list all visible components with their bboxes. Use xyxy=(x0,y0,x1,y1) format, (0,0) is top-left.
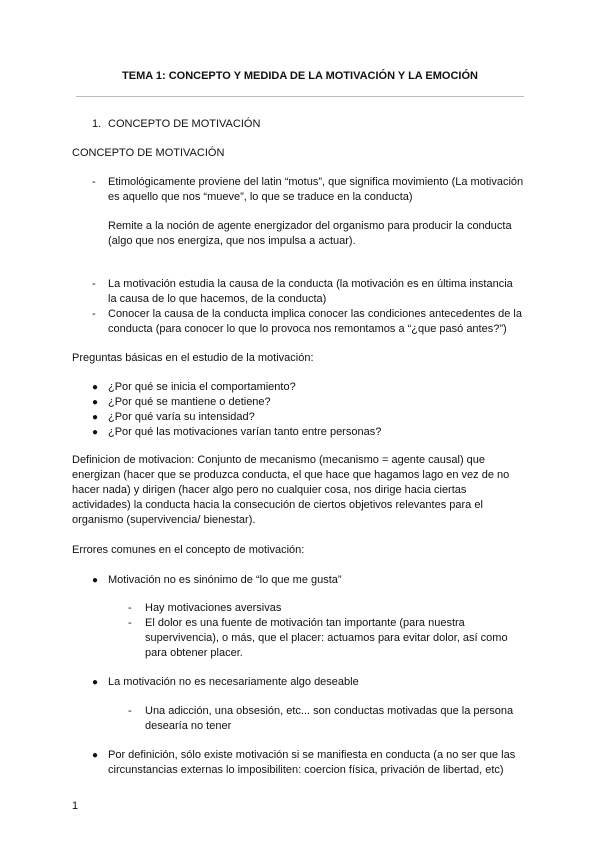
list-item-text: circunstancias externas lo imposibiliten: coercion física, privación de libertad, etc) xyxy=(108,764,504,776)
list-item-text: La motivación no es necesariamente algo deseable xyxy=(108,676,359,688)
paragraph-line: energizan (hacer que se produzca conducta, el que hace que hagamos lago en vez de no xyxy=(72,469,510,481)
list-item-text: Una adicción, una obsesión, etc... son conductas motivadas que la persona xyxy=(145,705,514,717)
list-item-text: Conocer la causa de la conducta implica conocer las condiciones antecedentes de la xyxy=(108,308,522,320)
list-item-text: ¿Por qué se inicia el comportamiento? xyxy=(108,381,296,393)
bullet-icon: ● xyxy=(92,412,99,423)
bullet-icon: ● xyxy=(92,382,99,393)
list-item-text: es aquello que nos “mueve”, lo que se traduce en la conducta) xyxy=(108,191,413,203)
list-dash: - xyxy=(128,705,132,717)
list-item-text: Hay motivaciones aversivas xyxy=(145,602,282,614)
list-item-text: El dolor es una fuente de motivación tan importante (para nuestra xyxy=(145,617,465,629)
title-divider xyxy=(76,96,524,97)
list-item-text: La motivación estudia la causa de la conducta (la motivación es en última instancia xyxy=(108,278,513,290)
list-item-text: Etimológicamente proviene del latin “motus”, que significa movimiento (La motivación xyxy=(108,176,524,188)
list-item-text: desearía no tener xyxy=(145,720,232,732)
document-title: TEMA 1: CONCEPTO Y MEDIDA DE LA MOTIVACIÓN Y LA EMOCIÓN xyxy=(122,70,478,82)
paragraph-line: Errores comunes en el concepto de motivación: xyxy=(72,544,305,556)
paragraph-line: Remite a la noción de agente energizador del organismo para producir la conducta xyxy=(108,220,512,232)
paragraph-line: Preguntas básicas en el estudio de la motivación: xyxy=(72,352,314,364)
section-number: 1. xyxy=(92,118,102,130)
list-item-text: Por definición, sólo existe motivación si se manifiesta en conducta (a no ser que las xyxy=(108,749,516,761)
bullet-icon: ● xyxy=(92,397,99,408)
section-heading: CONCEPTO DE MOTIVACIÓN xyxy=(108,118,261,130)
list-item-text: para obtener placer. xyxy=(145,647,243,659)
page-number: 1 xyxy=(72,800,79,812)
list-item-text: supervivencia), o más, que el placer: actuamos para evitar dolor, así como xyxy=(145,632,508,644)
list-item-text: ¿Por qué se mantiene o detiene? xyxy=(108,396,271,408)
bullet-icon: ● xyxy=(92,750,99,761)
bullet-icon: ● xyxy=(92,677,99,688)
list-dash: - xyxy=(92,278,96,290)
list-item-text: la causa de lo que hacemos, de la conducta) xyxy=(108,293,327,305)
paragraph-line: hacer nada) y dirigen (hacer algo pero no cualquier cosa, nos dirige hacia ciertas xyxy=(72,484,467,496)
bullet-icon: ● xyxy=(92,575,99,586)
paragraph-line: (algo que nos energiza, que nos impulsa a actuar). xyxy=(108,235,356,247)
list-item-text: ¿Por qué varía su intensidad? xyxy=(108,411,255,423)
bullet-icon: ● xyxy=(92,427,99,438)
paragraph-line: organismo (supervivencia/ bienestar). xyxy=(72,514,256,526)
list-item-text: Motivación no es sinónimo de “lo que me gusta” xyxy=(108,574,342,586)
list-dash: - xyxy=(128,602,132,614)
list-dash: - xyxy=(92,176,96,188)
list-item-text: conducta (para conocer lo que lo provoca nos remontamos a “¿que pasó antes?”) xyxy=(108,323,507,335)
list-item-text: ¿Por qué las motivaciones varían tanto entre personas? xyxy=(108,426,382,438)
paragraph-line: actividades) la conducta hacia la consecución de ciertos objetivos relevantes para el xyxy=(72,499,483,511)
subheading: CONCEPTO DE MOTIVACIÓN xyxy=(72,147,225,159)
list-dash: - xyxy=(92,308,96,320)
paragraph-line: Definicion de motivacion: Conjunto de mecanismo (mecanismo = agente causal) que xyxy=(72,454,486,466)
list-dash: - xyxy=(128,617,132,629)
